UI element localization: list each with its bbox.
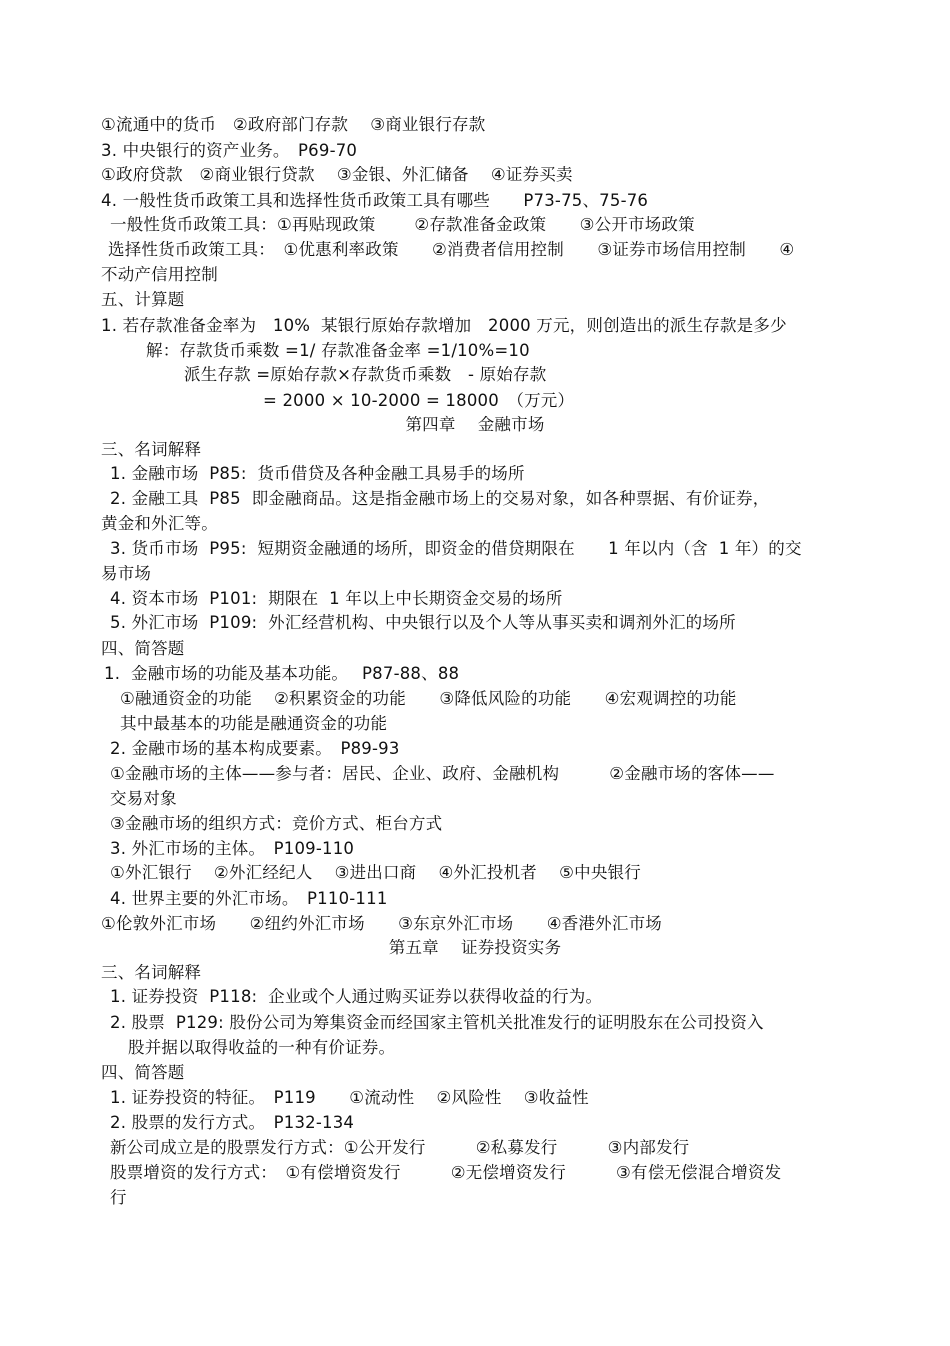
- text-line: 选择性货币政策工具： ①优惠利率政策 ②消费者信用控制 ③证券市场信用控制 ④: [108, 240, 795, 259]
- text-line: 4. 资本市场 P101: 期限在 1 年以上中长期资金交易的场所: [110, 589, 563, 608]
- chapter-heading: 第五章 证券投资实务: [388, 938, 562, 957]
- text-line: 行: [110, 1188, 127, 1207]
- text-line: 3. 外汇市场的主体。 P109-110: [110, 839, 355, 858]
- text-line: = 2000 × 10-2000 = 18000 （万元）: [263, 391, 575, 410]
- text-line: 5. 外汇市场 P109: 外汇经营机构、中央银行以及个人等从事买卖和调剂外汇的场所: [110, 613, 736, 632]
- text-line: ①政府贷款 ②商业银行贷款 ③金银、外汇储备 ④证券买卖: [101, 165, 573, 184]
- text-line: ①融通资金的功能 ②积累资金的功能 ③降低风险的功能 ④宏观调控的功能: [120, 689, 737, 708]
- text-line: 1. 证券投资的特征。 P119 ①流动性 ②风险性 ③收益性: [110, 1088, 589, 1107]
- chapter-heading: 第四章 金融市场: [405, 415, 545, 434]
- text-line: 不动产信用控制: [101, 265, 218, 284]
- text-line: 2. 股票 P129: 股份公司为筹集资金而经国家主管机关批准发行的证明股东在公司投资入: [110, 1013, 764, 1032]
- text-line: 2. 金融工具 P85 即金融商品。这是指金融市场上的交易对象，如各种票据、有价证券，: [110, 489, 770, 508]
- text-line: 4. 世界主要的外汇市场。 P110-111: [110, 889, 388, 908]
- text-line: 派生存款 =原始存款×存款货币乘数 - 原始存款: [184, 365, 547, 384]
- text-line: 五、计算题: [101, 290, 185, 309]
- text-line: 四、简答题: [101, 1063, 185, 1082]
- text-line: 一般性货币政策工具：①再贴现政策 ②存款准备金政策 ③公开市场政策: [110, 215, 695, 234]
- text-line: 3. 中央银行的资产业务。 P69-70: [101, 141, 358, 160]
- text-line: ①金融市场的主体——参与者：居民、企业、政府、金融机构 ②金融市场的客体——: [110, 764, 775, 783]
- text-line: ③金融市场的组织方式：竞价方式、柜台方式: [110, 814, 443, 833]
- text-line: 易市场: [101, 564, 152, 583]
- text-line: 4. 一般性货币政策工具和选择性货币政策工具有哪些 P73-75、75-76: [101, 191, 649, 210]
- text-line: 2. 股票的发行方式。 P132-134: [110, 1113, 355, 1132]
- text-line: 黄金和外汇等。: [101, 514, 218, 533]
- text-line: ①流通中的货币 ②政府部门存款 ③商业银行存款: [101, 115, 486, 134]
- text-line: 1. 金融市场的功能及基本功能。 P87-88、88: [104, 664, 460, 683]
- text-line: 3. 货币市场 P95: 短期资金融通的场所，即资金的借贷期限在 1 年以内（含 1 年）的交: [110, 539, 802, 558]
- text-line: 1. 金融市场 P85: 货币借贷及各种金融工具易手的场所: [110, 464, 525, 483]
- text-line: 股并据以取得收益的一种有价证券。: [128, 1038, 396, 1057]
- text-line: 三、名词解释: [101, 440, 202, 459]
- text-line: ①伦敦外汇市场 ②纽约外汇市场 ③东京外汇市场 ④香港外汇市场: [101, 914, 662, 933]
- text-line: 交易对象: [110, 789, 177, 808]
- text-line: 四、简答题: [101, 639, 185, 658]
- text-line: 2. 金融市场的基本构成要素。 P89-93: [110, 739, 400, 758]
- text-line: 三、名词解释: [101, 963, 202, 982]
- text-line: 股票增资的发行方式： ①有偿增资发行 ②无偿增资发行 ③有偿无偿混合增资发: [110, 1163, 782, 1182]
- text-line: ①外汇银行 ②外汇经纪人 ③进出口商 ④外汇投机者 ⑤中央银行: [110, 863, 641, 882]
- text-line: 其中最基本的功能是融通资金的功能: [120, 714, 388, 733]
- text-line: 1. 若存款准备金率为 10% 某银行原始存款增加 2000 万元，则创造出的派生存款是多少: [101, 316, 787, 335]
- text-line: 新公司成立是的股票发行方式：①公开发行 ②私募发行 ③内部发行: [110, 1138, 690, 1157]
- text-line: 解：存款货币乘数 =1/ 存款准备金率 =1/10%=10: [146, 341, 530, 360]
- text-line: 1. 证券投资 P118: 企业或个人通过购买证券以获得收益的行为。: [110, 987, 603, 1006]
